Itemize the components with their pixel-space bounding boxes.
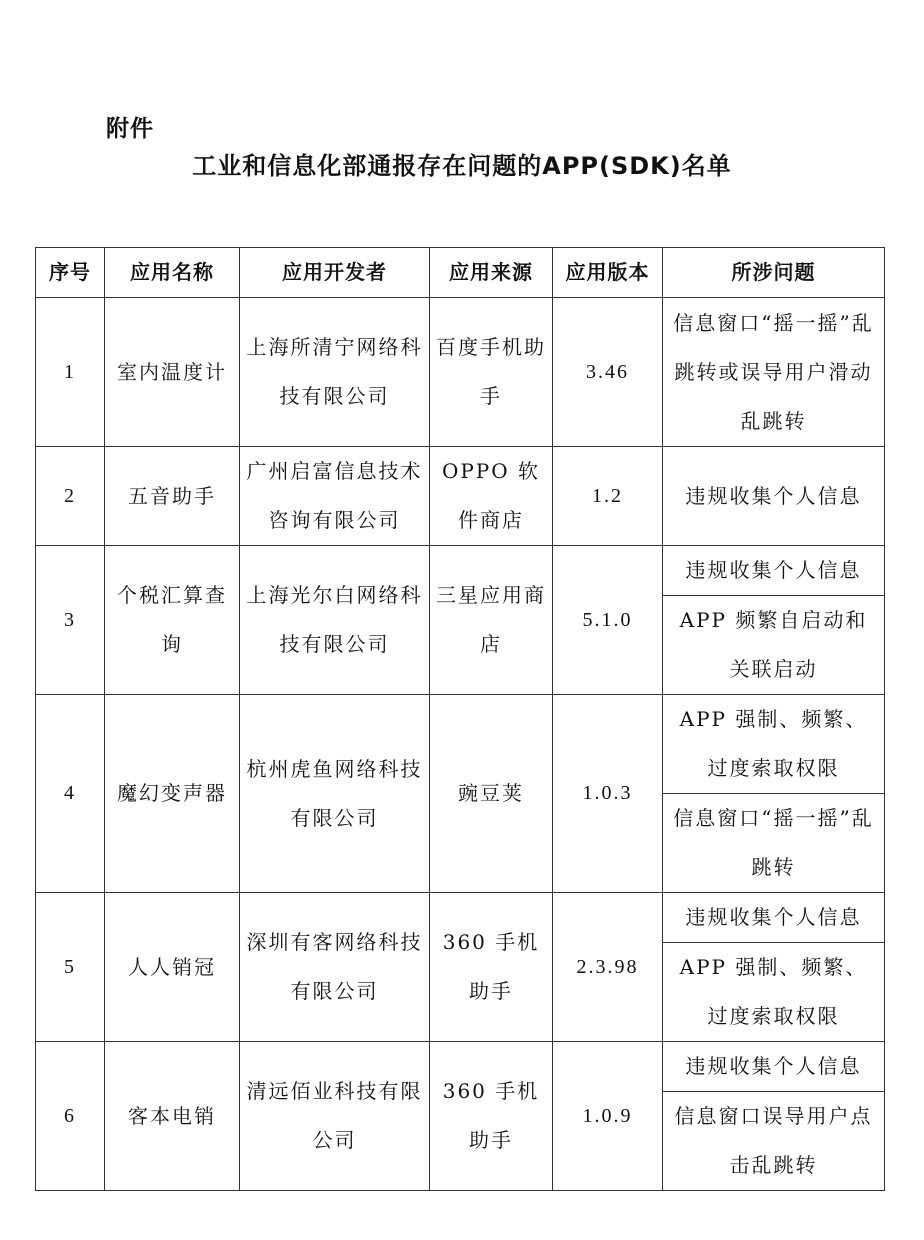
- row-version: 2.3.98: [553, 893, 663, 1042]
- header-developer: 应用开发者: [240, 248, 430, 298]
- row-app-name: 客本电销: [105, 1042, 240, 1191]
- row-issue: APP 强制、频繁、过度索取权限: [663, 943, 885, 1042]
- row-issue: 信息窗口“摇一摇”乱跳转: [663, 794, 885, 893]
- header-version: 应用版本: [553, 248, 663, 298]
- row-source: 三星应用商店: [430, 546, 553, 695]
- row-source: 360 手机助手: [430, 893, 553, 1042]
- row-developer: 清远佰业科技有限公司: [240, 1042, 430, 1191]
- row-issue: 违规收集个人信息: [663, 546, 885, 596]
- row-developer: 深圳有客网络科技有限公司: [240, 893, 430, 1042]
- row-source: 豌豆荚: [430, 695, 553, 893]
- row-app-name: 室内温度计: [105, 298, 240, 447]
- row-version: 1.0.9: [553, 1042, 663, 1191]
- row-no: 6: [36, 1042, 105, 1191]
- header-app-name: 应用名称: [105, 248, 240, 298]
- row-app-name: 人人销冠: [105, 893, 240, 1042]
- table-row: [36, 1042, 885, 1092]
- table-row: [36, 546, 885, 596]
- row-no: 1: [36, 298, 105, 447]
- row-version: 1.2: [553, 447, 663, 546]
- row-developer: 上海光尔白网络科技有限公司: [240, 546, 430, 695]
- app-list-table: [35, 247, 885, 1191]
- row-app-name: 个税汇算查询: [105, 546, 240, 695]
- row-app-name: 五音助手: [105, 447, 240, 546]
- row-issue: APP 频繁自启动和关联启动: [663, 596, 885, 695]
- table-row: [36, 447, 885, 546]
- attachment-label: 附件: [106, 116, 154, 142]
- row-source: 360 手机助手: [430, 1042, 553, 1191]
- row-app-name: 魔幻变声器: [105, 695, 240, 893]
- row-version: 3.46: [553, 298, 663, 447]
- row-source: 百度手机助手: [430, 298, 553, 447]
- header-issues: 所涉问题: [663, 248, 885, 298]
- row-no: 4: [36, 695, 105, 893]
- row-source: OPPO 软件商店: [430, 447, 553, 546]
- row-developer: 广州启富信息技术咨询有限公司: [240, 447, 430, 546]
- header-source: 应用来源: [430, 248, 553, 298]
- row-developer: 杭州虎鱼网络科技有限公司: [240, 695, 430, 893]
- row-version: 1.0.3: [553, 695, 663, 893]
- row-issue: 违规收集个人信息: [663, 893, 885, 943]
- row-issue: 违规收集个人信息: [663, 447, 885, 546]
- table-row: [36, 695, 885, 794]
- row-no: 5: [36, 893, 105, 1042]
- row-no: 3: [36, 546, 105, 695]
- row-no: 2: [36, 447, 105, 546]
- row-issue: 信息窗口“摇一摇”乱跳转或误导用户滑动乱跳转: [663, 298, 885, 447]
- row-version: 5.1.0: [553, 546, 663, 695]
- row-developer: 上海所清宁网络科技有限公司: [240, 298, 430, 447]
- row-issue: APP 强制、频繁、过度索取权限: [663, 695, 885, 794]
- table-row: [36, 893, 885, 943]
- row-issue: 违规收集个人信息: [663, 1042, 885, 1092]
- table-row: [36, 298, 885, 447]
- row-issue: 信息窗口误导用户点击乱跳转: [663, 1092, 885, 1191]
- document-title: 工业和信息化部通报存在问题的APP(SDK)名单: [192, 152, 732, 180]
- table-header-row: [36, 248, 885, 298]
- header-no: 序号: [36, 248, 105, 298]
